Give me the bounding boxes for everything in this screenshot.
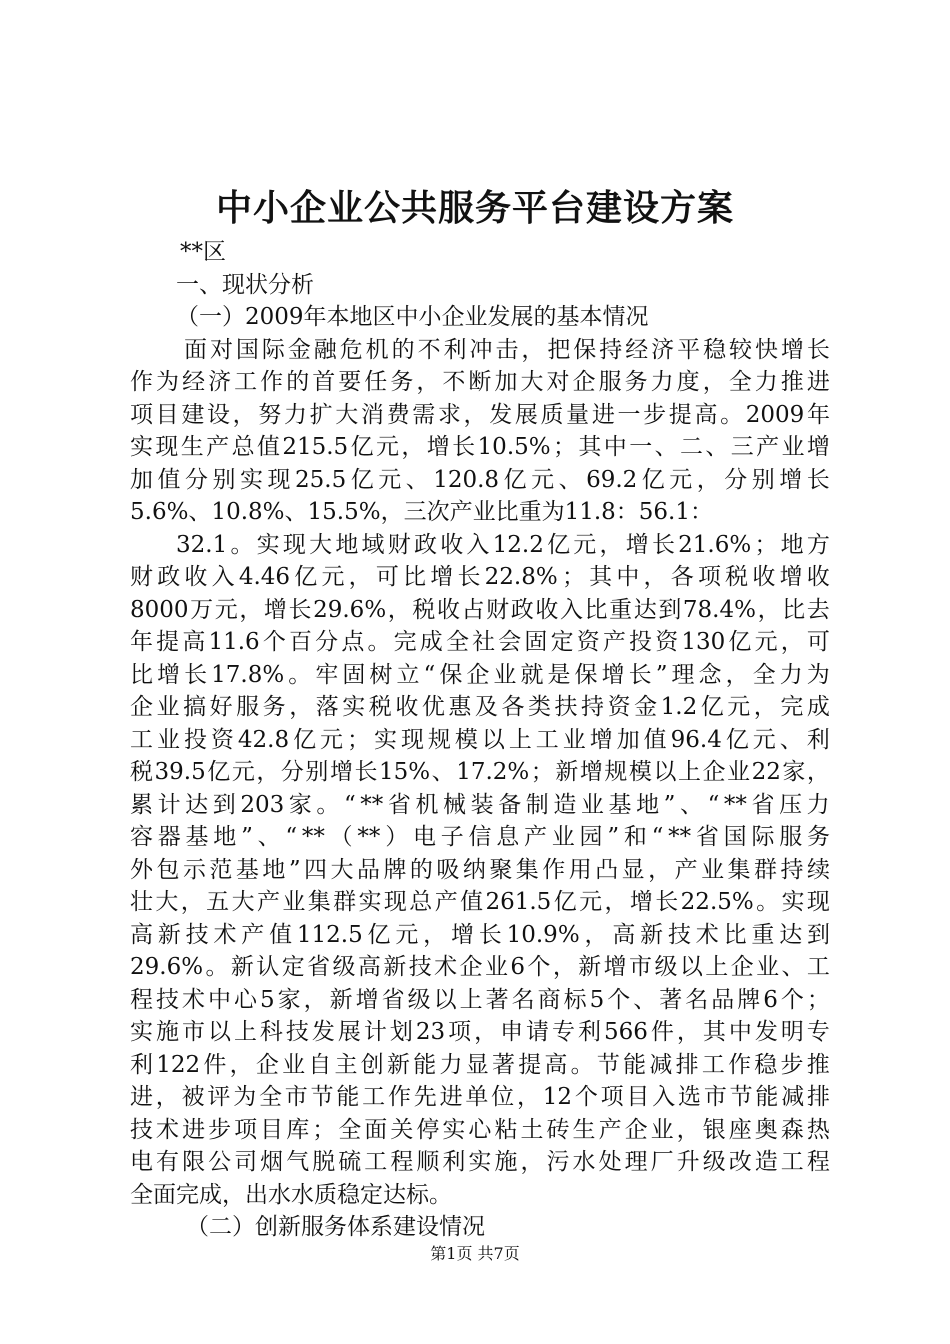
text-line: **区: [180, 239, 226, 265]
text-line: 累 计 达 到 203 家 。 “ ** 省 机 械 装 备 制 造 业 基 地 ” 、 “ ** 省 压 力: [130, 791, 830, 818]
text-line: 利 122 件 ， 企 业 自 主 创 新 能 力 显 著 提 高 。 节 能 减 排 工 作 稳 步 推: [130, 1051, 830, 1078]
text-line: 实 现 生 产 总 值 215.5 亿 元 ， 增 长 10.5% ； 其 中 一 、 二 、 三 产 业 增: [130, 434, 830, 460]
text-line: 电 有 限 公 司 烟 气 脱 硫 工 程 顺 利 实 施 ， 污 水 处 理 厂 升 级 改 造 工 程: [130, 1149, 830, 1175]
text-line: 实 施 市 以 上 科 技 发 展 计 划 23 项 ， 申 请 专 利 566 件 ， 其 中 发 明 专: [130, 1019, 830, 1045]
text-line: 进 ， 被 评 为 全 市 节 能 工 作 先 进 单 位 ， 12 个 项 目 入 选 市 节 能 减 排: [130, 1084, 830, 1110]
text-line: 程 技 术 中 心 5 家 ， 新 增 省 级 以 上 著 名 商 标 5 个 、 著 名 品 牌 6 个 ；: [130, 986, 830, 1013]
text-line: 外 包 示 范 基 地 ” 四 大 品 牌 的 吸 纳 聚 集 作 用 凸 显 ， 产 业 集 群 持 续: [130, 856, 830, 883]
document-body: [130, 236, 830, 1244]
text-line: 企 业 搞 好 服 务 ， 落 实 税 收 优 惠 及 各 类 扶 持 资 金 1.2 亿 元 ， 完 成: [130, 694, 830, 720]
text-line: 壮 大 ， 五 大 产 业 集 群 实 现 总 产 值 261.5 亿 元 ， 增 长 22.5% 。 实 现: [130, 889, 830, 915]
text-line: 比 增 长 17.8% 。 牢 固 树 立 “ 保 企 业 就 是 保 增 长 ” 理 念 ， 全 力 为: [130, 661, 830, 688]
text-line: 全面完成，出水水质稳定达标。: [130, 1181, 452, 1208]
text-line: 32.1 。 实 现 大 地 域 财 政 收 入 12.2 亿 元 ， 增 长 21.6% ； 地 方: [176, 531, 830, 558]
text-line: 财 政 收 入 4.46 亿 元 ， 可 比 增 长 22.8% ； 其 中 ， 各 项 税 收 增 收: [130, 564, 830, 590]
text-line: 年 提 高 11.6 个 百 分 点 。 完 成 全 社 会 固 定 资 产 投 资 130 亿 元 ， 可: [130, 629, 830, 655]
text-line: 29.6% 。 新 认 定 省 级 高 新 技 术 企 业 6 个 ， 新 增 市 级 以 上 企 业 、 工: [130, 954, 830, 980]
text-line: （二）创新服务体系建设情况: [186, 1214, 485, 1240]
text-line: 面 对 国 际 金 融 危 机 的 不 利 冲 击 ， 把 保 持 经 济 平 稳 较 快 增 长: [184, 336, 830, 363]
text-line: 高 新 技 术 产 值 112.5 亿 元 ， 增 长 10.9% ， 高 新 技 术 比 重 达 到: [130, 921, 830, 948]
text-line: 容 器 基 地 ” 、 “ ** （ ** ） 电 子 信 息 产 业 园 ” 和 “ ** 省 国 际 服 务: [130, 824, 830, 850]
text-line: 加 值 分 别 实 现 25.5 亿 元 、 120.8 亿 元 、 69.2 亿 元 ， 分 别 增 长: [130, 466, 830, 493]
document-title: 中小企业公共服务平台建设方案: [215, 187, 734, 229]
text-line: 5.6%、10.8%、15.5%，三次产业比重为11.8：56.1：: [130, 499, 713, 525]
text-line: 作 为 经 济 工 作 的 首 要 任 务 ， 不 断 加 大 对 企 服 务 力 度 ， 全 力 推 进: [130, 369, 830, 395]
text-line: （一）2009年本地区中小企业发展的基本情况: [176, 304, 649, 330]
text-line: 一、现状分析: [176, 271, 314, 298]
text-line: 工 业 投 资 42.8 亿 元 ； 实 现 规 模 以 上 工 业 增 加 值 96.4 亿 元 、 利: [130, 726, 830, 753]
page-footer: 第1页 共7页: [430, 1244, 520, 1263]
text-line: 税 39.5 亿 元 ， 分 别 增 长 15% 、 17.2% ； 新 增 规 模 以 上 企 业 22 家 ，: [130, 759, 830, 785]
text-line: 技 术 进 步 项 目 库 ； 全 面 关 停 实 心 粘 土 砖 生 产 企 业 ， 银 座 奥 森 热: [130, 1116, 830, 1143]
text-line: 项 目 建 设 ， 努 力 扩 大 消 费 需 求 ， 发 展 质 量 进 一 步 提 高 。 2009 年: [130, 401, 830, 428]
text-line: 8000 万 元 ， 增 长 29.6% ， 税 收 占 财 政 收 入 比 重 达 到 78.4% ， 比 去: [130, 596, 830, 623]
